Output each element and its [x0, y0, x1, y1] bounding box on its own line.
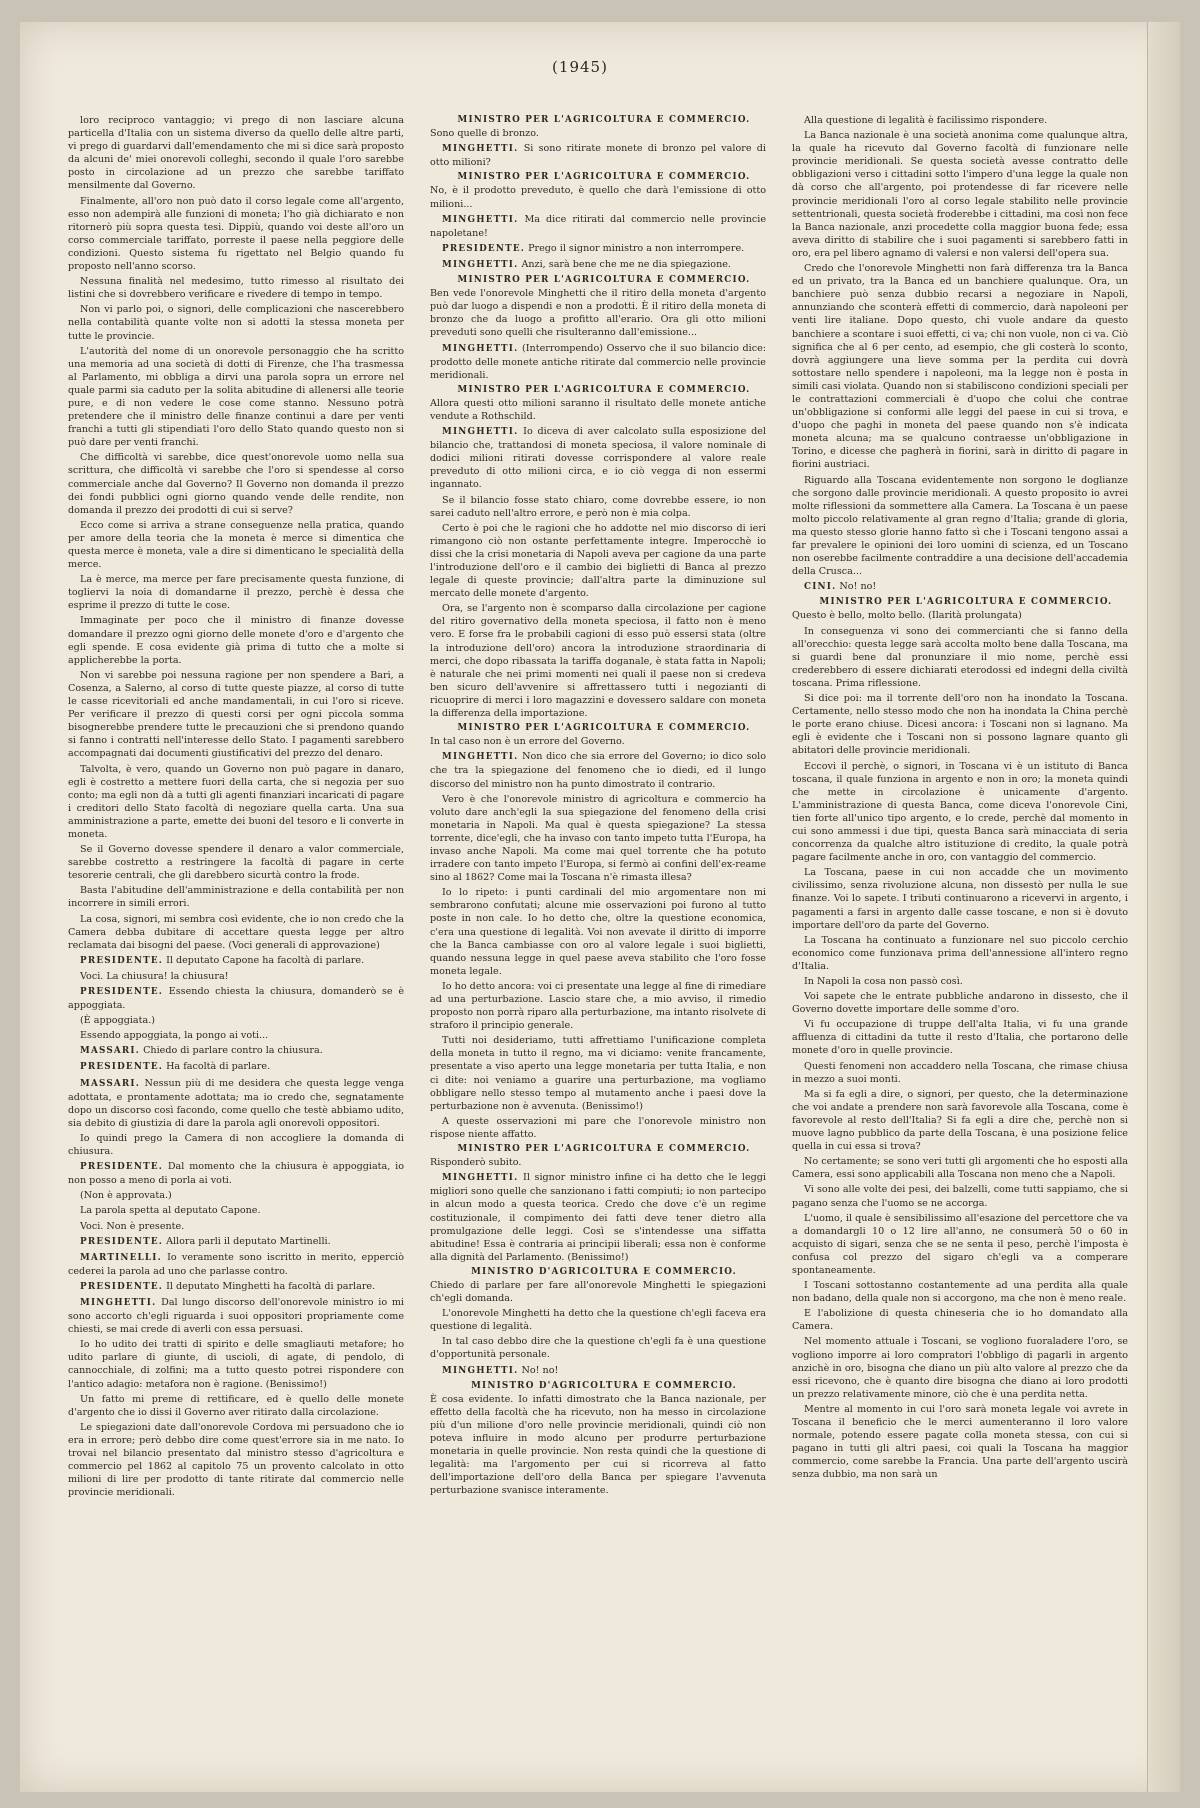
paragraph-text: Vero è che l'onorevole ministro di agricoltura e commercio ha voluto dare anch'egli la sua spiegazione del fenomeno della crisi monetaria in Napoli. Ma qual è questa spiegazione? La stessa torrente, dice'egli, che ha invaso con tanto impeto tutta l'Europa, ha invaso anche Napoli. Ma come mai quel torrente che ha potuto irradere con tanto impeto l'Europa, si fermò ai confini dell'ex-reame sino al 1862? Come mai la Toscana n'è rimasta illesa?	[430, 793, 766, 884]
paragraph	[68, 1220, 404, 1233]
paragraph-text: Se il bilancio fosse stato chiaro, come dovrebbe essere, io non sarei caduto nell'altro errore, e però non è mia colpa.	[430, 494, 766, 519]
speaker-name: PRESIDENTE.	[80, 987, 163, 997]
paragraph-text: Io ho udito dei tratti di spirito e delle smagliauti metafore; ho udito parlare di giunte, di uscioli, di agate, di pendolo, di cannocchiale, di zolfini; ma a tutto questo potrei rispondere con l'antico adagio: metafora non è ragione. (Benissimo!)	[68, 1339, 404, 1390]
paragraph	[430, 750, 766, 790]
paragraph	[792, 1403, 1128, 1482]
paragraph-text: Alla questione di legalità è facilissimo rispondere.	[804, 115, 1048, 126]
paragraph	[792, 596, 1128, 622]
paragraph	[68, 1060, 404, 1074]
paragraph	[792, 1018, 1128, 1057]
speaker-name: PRESIDENTE.	[80, 955, 163, 966]
paragraph-text: In Napoli la cosa non passò così.	[804, 976, 963, 987]
paragraph	[430, 1143, 766, 1169]
paragraph	[68, 843, 404, 882]
paragraph	[430, 1335, 766, 1361]
paragraph-text: Vi fu occupazione di truppe dell'alta Italia, vi fu una grande affluenza di cittadini da tutte il resto d'Italia, che portarono delle monete d'oro in quelle provincie.	[792, 1019, 1128, 1057]
paragraph	[68, 114, 404, 193]
paragraph-text: Che difficoltà vi sarebbe, dice quest'onorevole uomo nella sua scrittura, che difficoltà vi sarebbe che l'oro si spendesse al corso commerciale anche dal Governo? Il Governo non domanda il prezzo dei fondi pubblici ogni giorno quando vende delle rendite, non domanda il prezzo dei prodotti di cui si serve?	[68, 452, 404, 516]
speaker-name: MINISTRO PER L'AGRICOLTURA E COMMERCIO.	[457, 275, 751, 286]
paragraph-text: Ma si fa egli a dire, o signori, per questo, che la determinazione che voi andate a prendere non sarà favorevole alla Toscana, come è favorevole al resto dell'Italia? Si fa egli a dire che, perchè non si muove lagno pubblico da parte della Toscana, è una posizione felice quella in cui essa si trova?	[792, 1088, 1128, 1153]
paragraph	[792, 262, 1128, 472]
paragraph	[430, 274, 766, 339]
paragraph-text: Si dice poi: ma il torrente dell'oro non ha inondato la Toscana. Certamente, nello stesso modo che non ha inondata la China perchè le porte erano chiuse. Dicesi ancora: i Toscani non si lagnano. Ma egli è evidente che i Toscani non si possono lagnare quanto gli abitatori delle provincie meridionali.	[792, 693, 1128, 757]
paragraph	[68, 275, 404, 301]
paragraph	[792, 1335, 1128, 1400]
speaker-name: MINGHETTI.	[442, 343, 519, 354]
speaker-name: MINGHETTI.	[80, 1297, 157, 1308]
paragraph	[792, 1088, 1128, 1153]
paragraph	[792, 625, 1128, 690]
paragraph	[430, 425, 766, 491]
text-columns	[68, 114, 1128, 1774]
paragraph-text: Immaginate per poco che il ministro di finanze dovesse domandare il prezzo ogni giorno delle monete d'oro e d'argento che egli spende. E cosa evidente già prima di tutto che a molte si applicherebbe la porta.	[68, 615, 404, 666]
speaker-name: MINGHETTI.	[442, 259, 519, 270]
paragraph-text: Non vi parlo poi, o signori, delle complicazioni che nascerebbero nella contabilità quante volte non si adotti la stessa moneta per tutte le provincie.	[68, 304, 404, 342]
paragraph	[792, 1155, 1128, 1181]
speaker-name: MINGHETTI.	[442, 144, 519, 155]
paragraph	[68, 1393, 404, 1419]
paragraph	[68, 1421, 404, 1500]
paragraph	[430, 114, 766, 140]
paragraph	[430, 602, 766, 720]
paragraph-text: Io ho detto ancora: voi ci presentate una legge al fine di rimediare ad una perturbazione. Lascio stare che, a mio avviso, il rimedio proposto non porrà riparo alla perturbazione, ma intanto risolvete di straforo il principio generale.	[430, 980, 766, 1032]
paragraph	[430, 1171, 766, 1264]
paragraph-text: Il deputato Capone ha facoltà di parlare.	[166, 954, 365, 966]
paragraph	[792, 1279, 1128, 1305]
paragraph-text: Questi fenomeni non accaddero nella Toscana, che rimase chiusa in mezzo a suoi monti.	[792, 1060, 1128, 1085]
paragraph	[68, 519, 404, 571]
paragraph	[430, 258, 766, 272]
paragraph-text: No! no!	[839, 581, 877, 593]
paragraph-text: No certamente; se sono veri tutti gli argomenti che ho esposti alla Camera, essi sono applicabili alla Toscana non meno che a Napoli.	[792, 1156, 1128, 1181]
paragraph	[792, 1183, 1128, 1209]
paragraph-text: Un fatto mi preme di rettificare, ed è quello delle monete d'argento che io dissi il Governo aver ritirato dalla circolazione.	[68, 1393, 404, 1418]
paragraph	[68, 913, 404, 952]
paragraph	[68, 763, 404, 842]
paragraph-text: Il signor ministro infine ci ha detto che le leggi migliori sono quelle che sanzionano i fatti compiuti; io non partecipo in alcun modo a questa teorica. Credo che dove c'è un regime costituzionale, il compimento dei fatti deve tener dietro alla promulgazione delle leggi. Così se s'intendesse una siffatta abitudine! Essa è contraria ai principii liberali; essa non è conforme alla dignità del Parlamento. (Benissimo!)	[430, 1172, 766, 1263]
paragraph	[792, 474, 1128, 579]
paragraph-text: L'onorevole Minghetti ha detto che la questione ch'egli faceva era questione di legalità.	[430, 1308, 766, 1333]
paragraph	[792, 760, 1128, 865]
paragraph-text: No, è il prodotto preveduto, è quello che darà l'emissione di otto milioni...	[430, 185, 766, 210]
paragraph	[430, 522, 766, 601]
binding-edge	[1147, 22, 1180, 1792]
paragraph	[792, 1307, 1128, 1333]
paragraph-text: Tutti noi desideriamo, tutti affrettiamo l'unificazione completa della moneta in tutto il regno, ma vi diciamo: venite francamente, presentate a viso aperto una legge monetaria per tutta Italia, e non ci dite: noi veniamo a guarire una perturbazione, ma vogliamo obbligare nello stesso tempo al mutamento anche i paesi dove la perturbazione non è avvenuta. (Benissimo!)	[430, 1035, 766, 1112]
paragraph	[68, 1235, 404, 1249]
paragraph-text: Certo è poi che le ragioni che ho addotte nel mio discorso di ieri rimangono ciò non ostante perfettamente integre. Imperocchè io dissi che la crisi monetaria di Napoli aveva per cagione da una parte l'introduzione dell'oro e il cambio dei biglietti di Banca al prezzo legale di queste provincie; dall'altra parte la diminuzione sul mercato delle monete d'argento.	[430, 522, 766, 600]
paragraph-text: Se il Governo dovesse spendere il denaro a valor commerciale, sarebbe costretto a restringere la facoltà di pagare in certe tesorerie centrali, che gli darebbero sicurtà contro la frode.	[68, 844, 404, 882]
paragraph	[68, 970, 404, 983]
paragraph	[68, 345, 404, 450]
column-middle	[430, 114, 766, 1774]
paragraph	[430, 171, 766, 210]
paragraph-text: Voci. La chiusura! la chiusura!	[80, 970, 229, 982]
paragraph	[430, 1307, 766, 1333]
paragraph	[68, 1280, 404, 1294]
paragraph	[68, 669, 404, 761]
paragraph	[792, 1060, 1128, 1086]
paragraph-text: Credo che l'onorevole Minghetti non farà differenza tra la Banca ed un privato, tra la Banca ed un banchiere qualunque. Ora, un banchiere può senza dubbio recarsi a negoziare in Napoli, annunziando che sconterà effetti di commercio, darà napoleoni per venti lire italiane. Dopo questo, chi vuole andare da questo banchiere a scontare i suoi effetti, ci va; chi non vuole, non ci va. Ciò significa che al 6 per cento, ad esempio, che gli costerà lo sconto, dovrà aggiungere una lieve somma per la perdita cui dovrà sottostare nello spendere i napoleoni, ma la legge non è posta in simili casi violata. Quando non si stabiliscono condizioni speciali per le contrattazioni commerciali è d'uopo che colui che contrae un'obbligazione si conformi alle leggi del paese in cui si trova, e d'uopo che paghi in moneta del paese quando non s'è indicata moneta alcuna; ma se qualcuno contraesse un'obbligazione in Torino, e dicesse che pagherà in fiorini, sarà in diritto di pagare in fiorini austriaci.	[792, 263, 1128, 471]
paragraph	[68, 1189, 404, 1202]
paragraph	[68, 1296, 404, 1336]
paragraph-text: In conseguenza vi sono dei commercianti che si fanno della all'orecchio: questa legge sarà accolta molto bene dalla Toscana, ma si guardi bene dal pronunziare il mio nome, perchè essi crederebbero di essere dichiarati eterodossi ed indegni della civiltà toscana. Prima riflessione.	[792, 625, 1128, 689]
paragraph-text: Ecco come si arriva a strane conseguenze nella pratica, quando per amore della teoria che la moneta è merce si dimentica che questa merce è moneta, vale a dire si dimenticano le specialità della merce.	[68, 519, 404, 571]
paragraph-text: Basta l'abitudine dell'amministrazione e della contabilità per non incorrere in simili errori.	[68, 885, 404, 910]
paragraph	[68, 1029, 404, 1042]
paragraph	[68, 1132, 404, 1158]
paragraph-text: Ha facoltà di parlare.	[166, 1061, 271, 1073]
paragraph	[792, 866, 1128, 931]
paragraph-text: La è merce, ma merce per fare precisamente questa funzione, di togliervi la noia di domandarne il prezzo, perchè è dessa che esprime il prezzo di tutte le cose.	[68, 574, 404, 612]
paragraph-text: Dal momento che la chiusura è appoggiata, io non posso a meno di porla ai voti.	[68, 1161, 404, 1187]
speaker-name: MARTINELLI.	[80, 1252, 162, 1263]
paragraph-text: Essendo chiesta la chiusura, domanderò se è appoggiata.	[68, 986, 404, 1012]
speaker-name: PRESIDENTE.	[80, 1062, 163, 1073]
speaker-name: MINISTRO PER L'AGRICOLTURA E COMMERCIO.	[457, 115, 751, 125]
speaker-name: MINISTRO D'AGRICOLTURA E COMMERCIO.	[471, 1266, 737, 1277]
paragraph-text: Io veramente sono iscritto in merito, epperciò cederei la parola ad uno che parlasse contro.	[68, 1251, 404, 1277]
speaker-name: MASSARI.	[80, 1046, 140, 1057]
paragraph-text: Io lo ripeto: i punti cardinali del mio argomentare non mi sembrarono confutati; alcune mie osservazioni poi furono al tutto poste in non cale. Io ho detto che, oltre la questione economica, c'era una questione di legalità. Voi non avevate il diritto di imporre che la Banca cambiasse con oro al valore legale i suoi biglietti, quando nessuna legge in quel paese aveva stabilito che l'oro fosse moneta legale.	[430, 887, 766, 977]
paragraph	[430, 342, 766, 382]
paragraph-text: L'uomo, il quale è sensibilissimo all'esazione del percettore che va a domandargli 10 o 12 lire all'anno, ne consumerà 50 o 60 in acquisto di sigari, senza che se ne senta il peso, perchè l'imposta è confusa col prezzo del sigaro ch'egli va a comperare spontaneamente.	[792, 1212, 1128, 1276]
paragraph-text: In tal caso debbo dire che la questione ch'egli fa è una questione d'opportunità personale.	[430, 1336, 766, 1361]
paragraph	[430, 1364, 766, 1378]
paragraph-text: Mentre al momento in cui l'oro sarà moneta legale voi avrete in Toscana il beneficio che le merci aumenteranno il loro valore normale, potendo essere pagate colla moneta stessa, con cui si pagano in tutti gli altri paesi, coi quali la Toscana ha maggior commercio, come sarebbe la Francia. Una parte dell'argento uscirà senza dubbio, ma non sarà un	[792, 1403, 1128, 1481]
paragraph	[68, 1251, 404, 1278]
paragraph	[68, 1077, 404, 1130]
speaker-name: MINGHETTI.	[442, 1365, 519, 1376]
paragraph-text: Nel momento attuale i Toscani, se vogliono fuoraladere l'oro, se vogliono imporre ai loro compratori l'obbligo di pagarli in argento anzichè in oro, bisogna che diano un più alto valore al prezzo che da essi ricevono, che è quanto dire bisogna che diano ai loro prodotti un prezzo relativamente minore, ciò che è una perdita netta.	[792, 1336, 1128, 1400]
paragraph-text: (È appoggiata.)	[80, 1015, 156, 1027]
paragraph	[430, 980, 766, 1032]
paragraph	[68, 1204, 404, 1217]
paragraph-text: A queste osservazioni mi pare che l'onorevole ministro non rispose niente affatto.	[430, 1115, 766, 1140]
paragraph	[68, 884, 404, 910]
paragraph-text: Voci. Non è presente.	[80, 1220, 185, 1232]
speaker-name: MINGHETTI.	[442, 427, 519, 438]
paragraph-text: Non vi sarebbe poi nessuna ragione per non spendere a Bari, a Cosenza, a Salerno, al corso di tutte queste piazze, al corso di tutte le casse ricevitoriali ed anche mandamentali, in cui l'oro si riceve. Per verificare il prezzo di questi corsi per ogni piccola somma bisognerebbe prendere tutte le precauzioni che si prendono quando si fanno i contratti nell'interesse dello Stato. I pagamenti sarebbero accompagnati dai documenti giustificativi del prezzo del denaro.	[68, 669, 404, 760]
paragraph	[68, 1160, 404, 1187]
paragraph	[68, 451, 404, 516]
paragraph	[430, 384, 766, 423]
speaker-name: MINGHETTI.	[442, 214, 519, 225]
paragraph-text: Non dico che sia errore del Governo; io dico solo che tra la spiegazione del fenomeno che io diedi, ed il lungo discorso del ministro non ha punto dimostrato il contrario.	[430, 751, 766, 790]
paragraph	[430, 213, 766, 240]
paragraph-text: Dal lungo discorso dell'onorevole ministro io mi sono accorto ch'egli riguarda i suoi oppositori propriamente come chiesti, se mai crede di averli con essa persuasi.	[68, 1296, 404, 1336]
speaker-name: MINISTRO PER L'AGRICOLTURA E COMMERCIO.	[819, 597, 1113, 608]
paragraph	[68, 985, 404, 1012]
speaker-name: PRESIDENTE.	[80, 1236, 163, 1247]
paragraph-text: In tal caso non è un errore del Governo.	[430, 736, 625, 748]
column-right	[792, 114, 1128, 1774]
paragraph	[792, 975, 1128, 988]
paragraph	[792, 692, 1128, 757]
paragraph-text: Essendo appoggiata, la pongo ai voti...	[80, 1030, 269, 1042]
paragraph-text: La Banca nazionale è una società anonima come qualunque altra, la quale ha ricevuto dal Governo facoltà di funzionare nelle provincie meridionali. Se questa società avesse contratto delle obbligazioni verso i cittadini sotto l'impero d'una legge la quale non dà corso che all'argento, poi protendesse di far ricevere nelle provincie meridionali l'oro al corso legale stabilito nelle provincie settentrionali, questa società froderebbe i cittadini, ma così non fece la Banca nazionale, anzi procedette colla maggior buona fede; essa aveva diritto di stabilire che i suoi pagamenti si sarebbero fatti in oro, era pel libero agnamo di valersi e non valersi dell'opera sua.	[792, 130, 1128, 259]
paragraph-text: Io diceva di aver calcolato sulla esposizione del bilancio che, trattandosi di moneta speciosa, il valore nominale di dodici milioni ritirati dovesse corrispondere al valore reale preveduto di otto milioni circa, e io ciò vegga di non essermi ingannato.	[430, 426, 766, 491]
paragraph	[430, 1034, 766, 1113]
speaker-name: MINISTRO PER L'AGRICOLTURA E COMMERCIO.	[457, 384, 751, 395]
speaker-name: MINISTRO D'AGRICOLTURA E COMMERCIO.	[471, 1380, 737, 1391]
paragraph	[68, 303, 404, 342]
paragraph	[792, 990, 1128, 1016]
paragraph-text: Allora parli il deputato Martinelli.	[166, 1235, 331, 1247]
paragraph-text: Nessun più di me desidera che questa legge venga adottata, e prontamente adottata; ma io credo che, segnatamente dopo un discorso così facondo, come quello che testè abbiamo udito, sia debito di giustizia di dare la parola agli onorevoli oppositori.	[68, 1077, 404, 1129]
paragraph	[430, 886, 766, 978]
paragraph	[430, 1266, 766, 1305]
paragraph-text: Vi sono alle volte dei pesi, dei balzelli, come tutti sappiamo, che si pagano senza che l'uomo se ne accorga.	[792, 1184, 1128, 1209]
paragraph-text: Nessuna finalità nel medesimo, tutto rimesso al risultato dei listini che si dovrebbero verificare e rivedere di tempo in tempo.	[68, 276, 404, 301]
paragraph-text: I Toscani sottostanno costantemente ad una perdita alla quale non badano, della quale non si accorgono, ma che non è meno reale.	[792, 1280, 1128, 1305]
paragraph	[430, 1115, 766, 1141]
speaker-name: MINGHETTI.	[442, 1173, 519, 1184]
paragraph-text: No! no!	[521, 1364, 559, 1376]
paragraph	[792, 129, 1128, 260]
column-left	[68, 114, 404, 1774]
paragraph-text: L'autorità del nome di un onorevole personaggio che ha scritto una memoria ad una società di dotti di Firenze, che l'ha trasmessa al Parlamento, mi obbliga a dirvi una parola sopra un errore nel quale parmi sia caduto per la solita abitudine di allenersi alle teorie pure, e di non vedere le cose come stanno. Nessuno potrà pretendere che il ministro delle finanze continui a dare per venti franchi a tutti gli stipendiati l'oro dello Stato quando questo non si può dare per venti franchi.	[68, 345, 404, 449]
paragraph-text: Allora questi otto milioni saranno il risultato delle monete antiche vendute a Rothschild.	[430, 397, 766, 422]
paragraph	[68, 954, 404, 968]
paragraph-text: Risponderò subito.	[430, 1157, 522, 1169]
speaker-name: PRESIDENTE.	[80, 1281, 163, 1292]
speaker-name: MINISTRO PER L'AGRICOLTURA E COMMERCIO.	[457, 723, 751, 734]
paragraph-text: Prego il signor ministro a non interrompere.	[528, 242, 745, 254]
newspaper-page	[20, 22, 1180, 1792]
page-number: (1945)	[552, 58, 608, 76]
paragraph	[430, 722, 766, 748]
paragraph	[792, 1212, 1128, 1277]
paragraph	[430, 242, 766, 256]
paragraph-text: Sono quelle di bronzo.	[430, 128, 539, 140]
paragraph-text: Ma dice ritirati dal commercio nelle provincie napoletane!	[430, 213, 766, 239]
paragraph-text: La parola spetta al deputato Capone.	[80, 1205, 261, 1217]
speaker-name: MINISTRO PER L'AGRICOLTURA E COMMERCIO.	[457, 172, 751, 183]
paragraph	[430, 142, 766, 169]
paragraph-text: La Toscana ha continuato a funzionare nel suo piccolo cerchio economico come funzionava prima dell'annessione all'intero regno d'Italia.	[792, 934, 1128, 972]
speaker-name: MASSARI.	[80, 1078, 140, 1089]
speaker-name: CINI.	[804, 582, 837, 593]
paragraph-text: Si sono ritirate monete di bronzo pel valore di otto milioni?	[430, 143, 766, 169]
paragraph-text: Riguardo alla Toscana evidentemente non sorgono le doglianze che sorgono dalle provincie meridionali. A questo proposito io avrei molte riflessioni da sommettere alla Camera. La Toscana è un paese molto piccolo relativamente al gran regno d'Italia; grande di gloria, ma questo stesso glorie hanno fatto sì che i Toscani tengono assai a far prevalere le opinioni dei loro uomini di scienza, ed un Toscano non oserebbe facilmente contraddire a una decisione dell'accademia della Crusca...	[792, 474, 1128, 578]
paragraph-text: La Toscana, paese in cui non accadde che un movimento civilissimo, senza rivoluzione alcuna, non dissestò per nulla le sue finanze. Voi lo sapete. I tributi continuarono a ricevervi in argento, i pagamenti a farsi in argento dalle casse toscane, e non si è dovuto importare dell'oro da parte del Governo.	[792, 867, 1128, 931]
paragraph-text: Voi sapete che le entrate pubbliche andarono in dissesto, che il Governo dovette importare delle somme d'oro.	[792, 991, 1128, 1016]
paragraph	[68, 1338, 404, 1390]
paragraph	[792, 934, 1128, 973]
paragraph	[68, 1044, 404, 1058]
paragraph-text: (Non è approvata.)	[80, 1190, 172, 1202]
paragraph-text: Chiedo di parlare contro la chiusura.	[143, 1045, 323, 1057]
paragraph-text: (Interrompendo) Osservo che il suo bilancio dice: prodotto delle monete antiche ritirate dal commercio nelle provincie meridionali.	[430, 342, 766, 381]
paragraph-text: Finalmente, all'oro non può dato il corso legale come all'argento, esso non adempirà alle funzioni di moneta; l'ho già dichiarato e non ritornerò più sopra questa tesi. Dippiù, quando voi deste all'oro un corso commerciale tariffato, porreste il paese nella peggiore delle condizioni. Questo sistema fu rigettato nel Belgio quando fu proposto nell'anno scorso.	[68, 195, 404, 273]
paragraph-text: Questo è bello, molto bello. (Ilarità prolungata)	[792, 610, 1022, 622]
paragraph-text: Ora, se l'argento non è scomparso dalla circolazione per cagione del ritiro governativo della moneta speciosa, il fatto non è meno vero. E forse fra le probabili cagioni di esso può essersi stata (oltre la introduzione dell'oro) ancora la introduzione straordinaria di merci, che dopo ribassata la tariffa doganale, è stata fatta in Napoli; è naturale che nei primi momenti nei quali il paese non si credeva ben sicuro dell'avvenire si affrettassero tutti i negozianti di ricuoprire di merci i loro magazzini e dovessero saldare con moneta la differenza della importazione.	[430, 603, 766, 720]
speaker-name: PRESIDENTE.	[442, 243, 525, 254]
paragraph-text: Anzi, sarà bene che me ne dia spiegazione.	[521, 258, 731, 270]
paragraph-text: Eccovi il perchè, o signori, in Toscana vi è un istituto di Banca toscana, il quale funziona in argento e non in oro; la moneta quindi che mette in circolazione è unicamente d'argento. L'amministrazione di questa Banca, come diceva l'onorevole Cini, tien forte all'unico tipo argento, e lo crede, perchè dal momento in cui sono ammessi i due tipi, questa Banca sarà minacciata di seria concorrenza da qualche altro istituzione di credito, la quale potrà pagare facilmente anche in oro, con vantaggio del commercio.	[792, 760, 1128, 864]
paragraph-text: E l'abolizione di questa chineseria che io ho domandato alla Camera.	[792, 1308, 1128, 1333]
paragraph	[68, 573, 404, 612]
speaker-name: MINGHETTI.	[442, 752, 519, 763]
paragraph	[792, 114, 1128, 127]
speaker-name: MINISTRO PER L'AGRICOLTURA E COMMERCIO.	[457, 1144, 751, 1155]
paragraph-text: loro reciproco vantaggio; vi prego di non lasciare alcuna particella d'Italia con un sistema diverso da quello delle altre parti, vi prego di guardarvi dall'emendamento che mi si dice sarà proposto da alcuni de' miei onorevoli colleghi, secondo il quale l'oro sarebbe posto in circolazione ad un prezzo che sarebbe tariffato mensilmente dal Governo.	[68, 115, 404, 192]
paragraph	[68, 614, 404, 666]
paragraph-text: Il deputato Minghetti ha facoltà di parlare.	[166, 1280, 376, 1292]
paragraph	[792, 580, 1128, 594]
paragraph	[430, 494, 766, 520]
paragraph	[68, 195, 404, 274]
paragraph-text: Chiedo di parlare per fare all'onorevole Minghetti le spiegazioni ch'egli domanda.	[430, 1279, 766, 1305]
paragraph-text: Talvolta, è vero, quando un Governo non può pagare in danaro, egli è costretto a mettere fuori della carta, che si negozia per suo conto; ma egli non dà a tutti gli agenti finanziari incaricati di pagare i creditori dello Stato facoltà di negoziare quella carta. Una sua amministrazione a parte, emette dei buoni del tesoro e li converte in moneta.	[68, 763, 404, 840]
paragraph-text: È cosa evidente. Io infatti dimostrato che la Banca nazionale, per effetto della facoltà che ha ricevuto, non ha messo in circolazione più d'un milione d'oro nelle provincie meridionali, quindi ciò non poteva influire in modo alcuno per produrre perturbazione monetaria in quelle provincie. Non resta quindi che la questione di legalità: ma l'argomento per cui si ricorreva al fatto dell'importazione dell'oro della Banca per spiegare l'avvenuta perturbazione svanisce interamente.	[430, 1393, 766, 1497]
paragraph-text: Io quindi prego la Camera di non accogliere la domanda di chiusura.	[68, 1132, 404, 1158]
paragraph-text: Le spiegazioni date dall'onorevole Cordova mi persuadono che io era in errore; però debbo dire come quest'errore sia in me nato. Io trovai nel bilancio presentato dal ministro stesso d'agricoltura e commercio pel 1862 al capitolo 75 un provento calcolato in otto milioni di lire per prodotto di tante ritirate dal commercio nelle provincie meridionali.	[68, 1421, 404, 1499]
paragraph-text: La cosa, signori, mi sembra così evidente, che io non credo che la Camera debba dubitare di accettare questa legge per altro reclamata dai bisogni del paese. (Voci generali di approvazione)	[68, 913, 404, 951]
paragraph-text: Ben vede l'onorevole Minghetti che il ritiro della moneta d'argento può dar luogo a dispendi e non a prodotti. È il ritiro della moneta di bronzo che da luogo a profitto all'erario. Ora gli otto milioni preveduti sono quelli che risulteranno dall'emissione...	[430, 288, 766, 339]
paragraph	[68, 1014, 404, 1027]
paragraph	[430, 793, 766, 885]
speaker-name: PRESIDENTE.	[80, 1162, 163, 1173]
paragraph	[430, 1380, 766, 1498]
